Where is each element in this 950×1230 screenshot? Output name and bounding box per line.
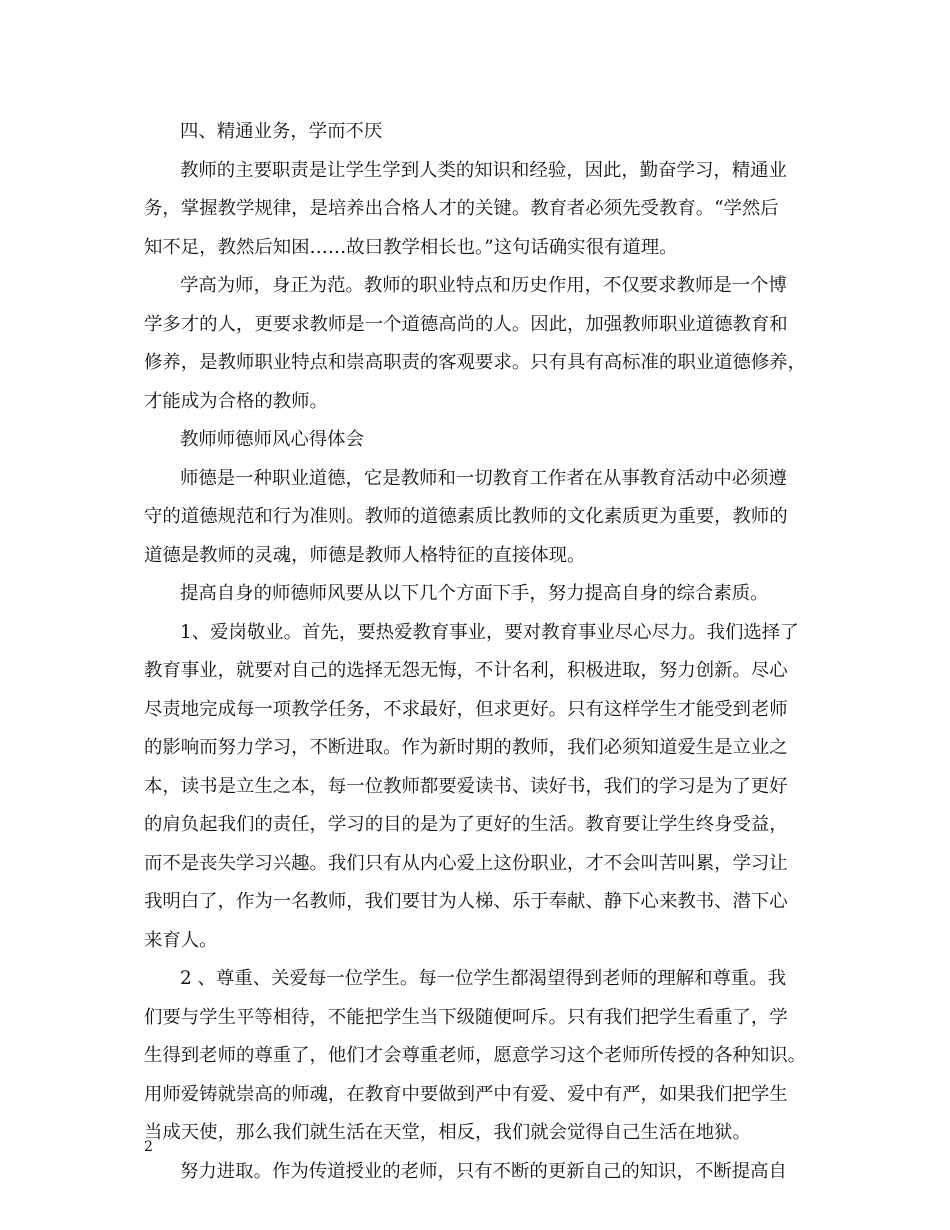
text-line: 提高自身的师德师风要从以下几个方面下手，努力提高自身的综合素质。	[180, 583, 769, 604]
text-line: 而不是丧失学习兴趣。我们只有从内心爱上这份职业，才不会叫苦叫累，学习让	[144, 852, 788, 874]
text-line: 努力进取。作为传道授业的老师，只有不断的更新自己的知识，不断提高自	[180, 1160, 787, 1182]
text-line: 才能成为合格的教师。	[144, 390, 328, 412]
text-line: 务，掌握教学规律，是培养出合格人才的关键。教育者必须先受教育。“学然后	[144, 198, 779, 219]
text-line: 修养，是教师职业特点和崇高职责的客观要求。只有具有高标准的职业道德修养，	[144, 352, 807, 373]
text-line: 当成天使，那么我们就生活在天堂，相反，我们就会觉得自己生活在地狱。	[144, 1122, 751, 1143]
text-line: 四、精通业务，学而不厌	[180, 121, 383, 142]
text-line: 我明白了，作为一名教师，我们要甘为人梯、乐于奉献、静下心来教书、潜下心	[144, 891, 788, 912]
text-line: 尽责地完成每一项教学任务，不求最好，但求更好。只有这样学生才能受到老师	[144, 698, 788, 720]
text-line: 教育事业，就要对自己的选择无怨无悔，不计名利，积极进取，努力创新。尽心	[144, 660, 788, 681]
text-line: 知不足，教然后知困……故曰教学相长也。”这句话确实很有道理。	[144, 236, 678, 258]
text-line: 来育人。	[144, 929, 218, 951]
page-number: 2	[144, 1139, 153, 1155]
text-line: 2 、尊重、关爱每一位学生。每一位学生都渴望得到老师的理解和尊重。我	[180, 968, 787, 989]
text-line: 教师师德师风心得体会	[180, 429, 364, 450]
text-line: 教师的主要职责是让学生学到人类的知识和经验，因此，勤奋学习，精通业	[180, 159, 787, 181]
text-line: 学高为师，身正为范。教师的职业特点和历史作用，不仅要求教师是一个博	[180, 275, 787, 296]
text-line: 的影响而努力学习，不断进取。作为新时期的教师，我们必须知道爱生是立业之	[144, 737, 788, 758]
text-line: 道德是教师的灵魂，师德是教师人格特征的直接体现。	[144, 544, 586, 566]
document-body	[144, 113, 824, 1191]
text-line: 生得到老师的尊重了，他们才会尊重老师，愿意学习这个老师所传授的各种知识。	[144, 1045, 807, 1066]
text-line: 1、爱岗敬业。首先，要热爱教育事业，要对教育事业尽心尽力。我们选择了	[180, 621, 799, 643]
text-line: 守的道德规范和行为准则。教师的道德素质比教师的文化素质更为重要，教师的	[144, 506, 788, 527]
text-line: 本，读书是立生之本，每一位教师都要爱读书、读好书，我们的学习是为了更好	[144, 775, 788, 797]
text-line: 师德是一种职业道德，它是教师和一切教育工作者在从事教育活动中必须遵	[180, 467, 787, 489]
text-line: 用师爱铸就崇高的师魂，在教育中要做到严中有爱、爱中有严，如果我们把学生	[144, 1083, 788, 1105]
text-line: 们要与学生平等相待，不能把学生当下级随便呵斥。只有我们把学生看重了，学	[144, 1006, 788, 1028]
text-line: 学多才的人，更要求教师是一个道德高尚的人。因此，加强教师职业道德教育和	[144, 313, 788, 335]
text-line: 的肩负起我们的责任，学习的目的是为了更好的生活。教育要让学生终身受益，	[144, 814, 788, 835]
